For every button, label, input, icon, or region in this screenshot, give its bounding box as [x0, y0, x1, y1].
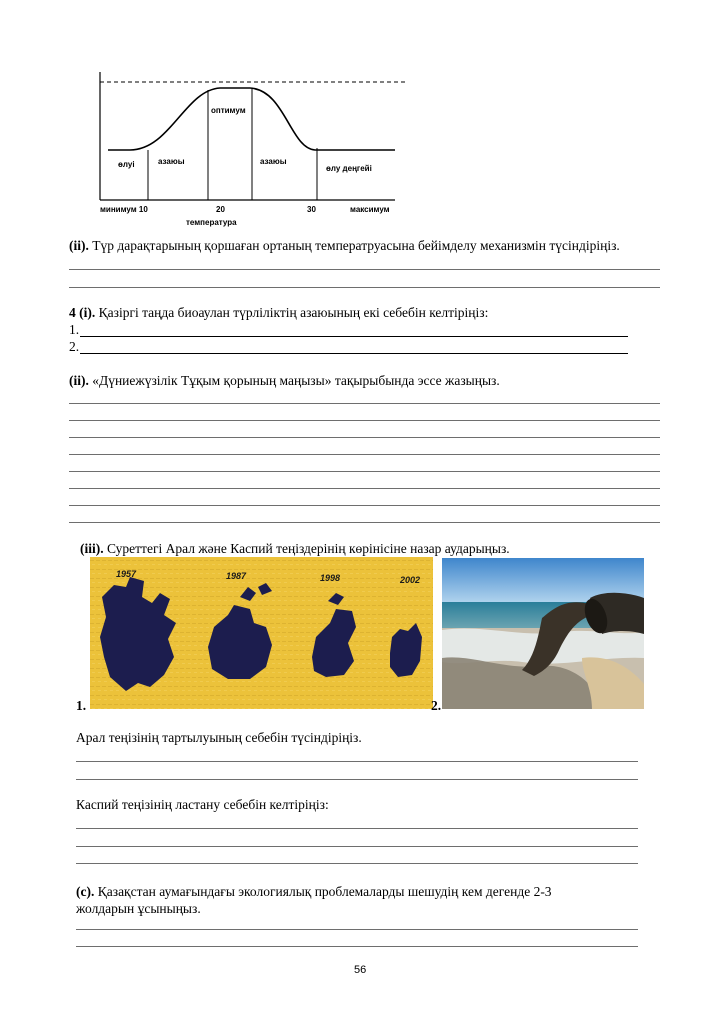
- question-text: Түр дарақтарының қоршаған ортаның температруасына бейімделу механизмін түсіндіріңіз.: [92, 238, 620, 253]
- question-text: «Дүниежүзілік Тұқым қорының маңызы» тақырыбында эссе жазыңыз.: [92, 373, 500, 388]
- tick-maximum: максимум: [350, 205, 390, 214]
- caspian-pollution-photo: [442, 558, 644, 709]
- list-item-number: 2.: [69, 339, 80, 354]
- answer-line[interactable]: [69, 403, 660, 404]
- aral-sea-shrinking-illustration: [90, 557, 433, 709]
- aral-sea-maps-image: [90, 557, 433, 709]
- tolerance-diagram: [70, 70, 415, 235]
- question-4-i: [69, 305, 488, 321]
- year-label: 1957: [116, 569, 137, 579]
- zone-death-low: өлуі: [118, 160, 135, 169]
- question-number: (iii).: [80, 541, 104, 556]
- question-number: 4 (i).: [69, 305, 96, 320]
- aral-question: Арал теңізінің тартылуының себебін түсіндіріңіз.: [76, 730, 362, 745]
- answer-line[interactable]: [69, 269, 660, 270]
- list-item-number: 1.: [69, 322, 80, 337]
- answer-line[interactable]: [69, 488, 660, 489]
- year-label: 1987: [226, 571, 247, 581]
- image-1-label: 1.: [76, 698, 87, 713]
- tick-30: 30: [307, 205, 316, 214]
- caspian-question: Каспий теңізінің ластану себебін келтіріңіз:: [76, 797, 329, 812]
- image-2-label: 2.: [431, 698, 442, 713]
- question-number: (ii).: [69, 373, 89, 388]
- answer-line[interactable]: [76, 828, 638, 829]
- answer-line[interactable]: [76, 846, 638, 847]
- question-4-ii: [69, 373, 500, 389]
- answer-line[interactable]: [69, 287, 660, 288]
- zone-optimum: оптимум: [211, 106, 246, 115]
- answer-line[interactable]: [69, 454, 660, 455]
- answer-line[interactable]: [80, 353, 628, 354]
- question-4-iii: [80, 541, 510, 557]
- question-number: (c).: [76, 884, 95, 899]
- answer-line[interactable]: [76, 929, 638, 930]
- answer-line[interactable]: [80, 336, 628, 337]
- question-number: (ii).: [69, 238, 89, 253]
- year-label: 2002: [400, 575, 421, 585]
- year-label: 1998: [320, 573, 341, 583]
- question-3-ii: [69, 238, 620, 254]
- answer-line[interactable]: [76, 946, 638, 947]
- answer-line[interactable]: [76, 863, 638, 864]
- page-number: 56: [354, 964, 367, 976]
- tick-20: 20: [216, 205, 225, 214]
- question-c: [76, 884, 552, 900]
- answer-line[interactable]: [69, 522, 660, 523]
- question-text: Суреттегі Арал және Каспий теңіздерінің көрінісіне назар аударыңыз.: [107, 541, 510, 556]
- answer-line[interactable]: [76, 761, 638, 762]
- answer-line[interactable]: [76, 779, 638, 780]
- answer-line[interactable]: [69, 471, 660, 472]
- zone-death-high: өлу деңгейі: [326, 164, 372, 173]
- zone-decline-low: азаюы: [158, 157, 185, 166]
- axis-label-temperature: температура: [186, 218, 237, 227]
- question-text: Қазіргі таңда биоаулан түрліліктің азаюының екі себебін келтіріңіз:: [98, 305, 489, 320]
- pipe-discharge-illustration: [442, 558, 644, 709]
- answer-line[interactable]: [69, 505, 660, 506]
- answer-line[interactable]: [69, 437, 660, 438]
- zone-decline-high: азаюы: [260, 157, 287, 166]
- question-text-line-1: Қазақстан аумағындағы экологиялық проблемаларды шешудің кем дегенде 2-3: [97, 884, 552, 899]
- answer-line[interactable]: [69, 420, 660, 421]
- tick-minimum: минимум 10: [100, 205, 148, 214]
- question-text-line-2: жолдарын ұсыныңыз.: [76, 901, 201, 916]
